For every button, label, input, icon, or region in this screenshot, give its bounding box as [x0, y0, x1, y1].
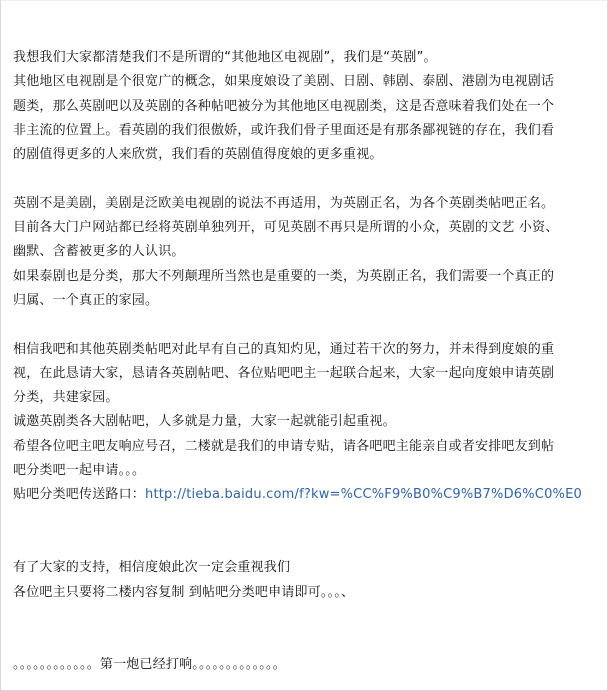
portal-line [13, 483, 593, 507]
text-line: 各位吧主只要将二楼内容复制 到帖吧分类吧申请即可。。。、 [13, 584, 355, 600]
portal-link[interactable]: http://tieba.baidu.com/f?kw=%CC%F9%B0%C9%B7%D6%C0%E0 [145, 487, 582, 503]
paragraph-gap [13, 167, 593, 191]
text-line: 归属、一个真正的家园。 [13, 292, 159, 308]
text-line: 相信我吧和其他英剧类帖吧对此早有自己的真知灼见，通过若干次的努力，并未得到度娘的重 [13, 341, 555, 357]
text-line: 幽默、含蓄被更多的人认识。 [13, 244, 185, 260]
portal-label: 贴吧分类吧传送路口： [13, 487, 146, 503]
post-body [13, 46, 593, 678]
text-line: 其他地区电视剧是个很宽广的概念，如果度娘设了美剧、日剧、韩剧、泰剧、港剧为电视剧话 [13, 74, 555, 90]
text-line: 如果泰剧也是分类，那大不列颠理所当然也是重要的一类，为英剧正名，我们需要一个真正的 [13, 268, 555, 284]
text-line: 目前各大门户网站都已经将英剧单独列开，可见英剧不再只是所谓的小众，英剧的文艺 小资、 [13, 220, 559, 236]
paragraph-appeal [13, 338, 593, 508]
paragraph-gap [13, 313, 593, 337]
text-line: 题类，那么英剧吧以及英剧的各种帖吧被分为其他地区电视剧类，这是否意味着我们处在一个 [13, 98, 555, 114]
text-line: 英剧不是美剧，美剧是泛欧美电视剧的说法不再适用，为英剧正名，为各个英剧类帖吧正名。 [13, 195, 555, 211]
text-line: 有了大家的支持，相信度娘此次一定会重视我们 [13, 560, 291, 576]
paragraph-gap [13, 605, 593, 654]
paragraph-support [13, 556, 593, 605]
text-line: 分类，共建家园。 [13, 390, 119, 406]
text-line: 诚邀英剧类各大剧帖吧，人多就是力量，大家一起就能引起重视。 [13, 414, 396, 430]
text-line: 吧分类吧一起申请。。。 [13, 463, 146, 479]
text-line: 的剧值得更多的人来欣赏，我们看的英剧值得度娘的更多重视。 [13, 147, 383, 163]
paragraph-intro [13, 46, 593, 167]
text-line: 视，在此恳请大家，恳请各英剧帖吧、各位贴吧吧主一起联合起来，大家一起向度娘申请英剧 [13, 365, 555, 381]
closing-line: 。。。。。。。。。。。。第一炮已经打响。。。。。。。。。。。。。 [13, 657, 286, 673]
paragraph-rename [13, 192, 593, 313]
text-line: 我想我们大家都清楚我们不是所谓的“其他地区电视剧”，我们是“英剧”。 [13, 50, 437, 65]
text-line: 非主流的位置上。看英剧的我们很傲娇，或许我们骨子里面还是有那条鄙视链的存在，我们看 [13, 122, 555, 138]
text-line: 希望各位吧主吧友响应号召，二楼就是我们的申请专贴，请各吧吧主能亲自或者安排吧友到帖 [13, 438, 555, 454]
paragraph-gap [13, 508, 593, 557]
